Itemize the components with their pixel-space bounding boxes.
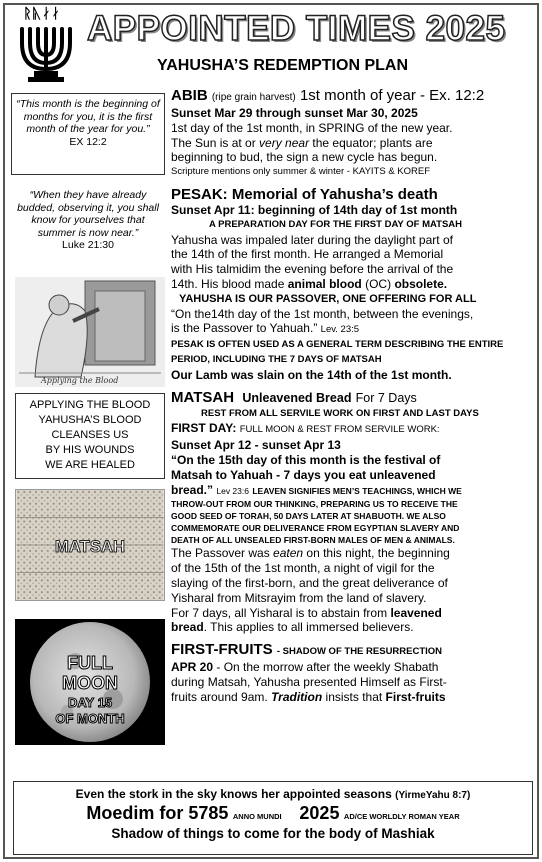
footer-line: Even the stork in the sky knows her appointed seasons xyxy=(75,787,392,801)
matsah-dates: Sunset Apr 12 - sunset Apr 13 xyxy=(171,438,341,453)
matsah-line: Yisharal from Mitsrayim from the land of slavery. xyxy=(171,590,427,605)
pesak-lamb-line: Our Lamb was slain on the 14th of the 1st month. xyxy=(171,367,452,382)
blood-line: BY HIS WOUNDS xyxy=(45,444,135,456)
pesak-line: with His talmidim the evening before the arrival of the xyxy=(171,262,454,277)
matsah-line: of the 15th of the 1st month, a night of vigil for the xyxy=(171,561,435,576)
matsah-quote: Matsah to Yahuah - 7 days you eat unleavened xyxy=(171,467,436,482)
abib-title-note: (ripe grain harvest) xyxy=(211,92,296,103)
moon-line: DAY 15 xyxy=(67,695,113,710)
quote-reference: EX 12:2 xyxy=(69,135,107,148)
quote-text: “This month is the beginning of months for you, it is the first month of the year for you.” xyxy=(16,98,160,135)
pesak-line: is the Passover to Yahuah.” Lev. 23:5 xyxy=(171,321,360,336)
blood-box xyxy=(15,393,165,479)
firstfruits-line: fruits around 9am. Tradition insists that First-fruits xyxy=(171,689,446,704)
quote-reference: Luke 21:30 xyxy=(62,239,114,251)
quote-luke xyxy=(11,189,165,252)
pesak-section xyxy=(171,186,539,383)
matsah-line: bread. This applies to all immersed believers. xyxy=(171,620,414,635)
pesak-title: PESAK: Memorial of Yahusha’s death xyxy=(171,185,438,203)
pesak-passover-line: YAHUSHA IS OUR PASSOVER, ONE OFFERING FOR ALL xyxy=(179,292,477,305)
footer-shadow-line: Shadow of things to come for the body of Mashiak xyxy=(111,826,435,841)
firstfruits-title: FIRST-FRUITS xyxy=(171,641,273,659)
matsah-quote: “On the 15th day of this month is the festival of xyxy=(171,452,441,467)
header xyxy=(5,5,539,83)
matsah-section: MATSAH Unleavened Bread For 7 Days REST FROM ALL SERVILE WORK ON FIRST AND LAST DAYS FIRST DAY: FULL MOON & REST FROM SERVILE WORK: Sunset Apr 12 - sunset Apr 13 “On the 15th day of this month is the festival of Matsah to Yahuah - 7 days you eat unleavened bread.” Lev 23:6 LEAVEN SIGNIFIES MEN’S TEACHINGS, WHICH WE THROW-OUT FROM OUR THINKING, PREPARING US TO RECEIVE THE GOOD SEED OF TORAH, 50 DAYS LATER AT SHABUOTH. WE ALSO COMMEMORATE OUR DELIVERANCE FROM EGYPTIAN SLAVERY AND DEATH OF ALL UNSEALED FIRST-BORN MALES OF MEN & ANIMALS. The Passover was eaten on this night, the beginning of the 15th of the 1st month, a night of vigil for the slaying of the first-born, and the great deliverance of Yisharal from Mitsrayim from the land of slavery. For 7 days, all Yisharal is to abstain from leavened bread. This applies to all immersed believers. xyxy=(171,389,539,636)
abib-title: ABIB xyxy=(171,87,208,104)
matsah-caps: DEATH OF ALL UNSEALED FIRST-BORN MALES OF MEN & ANIMALS. xyxy=(171,535,455,546)
matsah-caps: GOOD SEED OF TORAH, 50 DAYS LATER AT SHABUOTH. WE ALSO xyxy=(171,511,446,522)
matsah-line: slaying of the first-born, and the great deliverance of xyxy=(171,575,448,590)
pesak-prep: A PREPARATION DAY FOR THE FIRST DAY OF MATSAH xyxy=(209,218,463,230)
footer-box: Even the stork in the sky knows her appointed seasons (YirmeYahu 8:7) Moedim for 5785 ANNO MUNDI 2025 AD/CE WORLDLY ROMAN YEAR Shadow of things to come for the body of Mashiak xyxy=(13,781,533,855)
main-content xyxy=(171,87,539,705)
matsah-image xyxy=(15,489,165,601)
blood-line: YAHUSHA’S BLOOD xyxy=(38,414,142,426)
pesak-caps-line: PERIOD, INCLUDING THE 7 DAYS OF MATSAH xyxy=(171,353,382,365)
full-moon-image xyxy=(15,619,165,745)
abib-line: The Sun is at or very near the equator; plants are xyxy=(171,135,433,150)
moedim-year: Moedim for 5785 xyxy=(86,803,229,823)
blood-line: WE ARE HEALED xyxy=(45,459,135,471)
firstfruits-line: during Matsah, Yahusha presented Himself as First- xyxy=(171,674,447,689)
blood-line: APPLYING THE BLOOD xyxy=(29,399,151,411)
pesak-dates: Sunset Apr 11: beginning of 14th day of 1st month xyxy=(171,202,458,217)
pesak-line: the 14th of the first month. He arranged a Memorial xyxy=(171,247,444,262)
firstfruits-section: FIRST-FRUITS - SHADOW OF THE RESURRECTION APR 20 - On the morrow after the weekly Shabath during Matsah, Yahusha presented Himself as First- fruits around 9am. Tradition insists that First-fruits xyxy=(171,641,539,704)
matsah-caps: THROW-OUT FROM OUR THINKING, PREPARING US TO RECEIVE THE xyxy=(171,499,458,510)
menorah-icon xyxy=(11,7,81,83)
matsah-first-day: FIRST DAY: xyxy=(171,421,237,436)
abib-title-rest: 1st month of year - Ex. 12:2 xyxy=(299,87,485,104)
abib-dates: Sunset Mar 29 through sunset Mar 30, 2025 xyxy=(171,106,418,120)
page-title: APPOINTED TIMES 2025 xyxy=(87,9,506,48)
page xyxy=(3,3,539,859)
moon-line: FULL xyxy=(67,653,113,673)
abib-note: Scripture mentions only summer & winter - KAYITS & KOREF xyxy=(171,166,431,178)
abib-section xyxy=(171,87,539,180)
page-subtitle: YAHUSHA’S REDEMPTION PLAN xyxy=(157,57,408,74)
moon-line: MOON xyxy=(62,673,118,693)
applying-blood-illustration xyxy=(15,277,165,387)
matsah-rest: REST FROM ALL SERVILE WORK ON FIRST AND LAST DAYS xyxy=(201,407,479,419)
matsah-label: MATSAH xyxy=(54,536,126,556)
moon-line: OF MONTH xyxy=(55,711,125,726)
pesak-line: “On the14th day of the 1st month, between the evenings, xyxy=(171,306,474,321)
pesak-caps-line: PESAK IS OFTEN USED AS A GENERAL TERM DESCRIBING THE ENTIRE xyxy=(171,339,504,351)
matsah-caps: COMMEMORATE OUR DELIVERANCE FROM EGYPTIAN SLAVERY AND xyxy=(171,523,460,534)
pesak-line: 14th. His blood made animal blood (OC) obsolete. xyxy=(171,276,448,291)
hebrew-name: ᚱᚣᛅᛅ xyxy=(23,6,61,22)
matsah-line: For 7 days, all Yisharal is to abstain from leavened xyxy=(171,605,442,620)
quote-box-exodus xyxy=(11,93,165,175)
roman-year: 2025 xyxy=(299,803,340,823)
illustration-caption: Applying the Blood xyxy=(41,376,119,385)
matsah-title: MATSAH xyxy=(171,388,235,406)
quote-text: “When they have already budded, observing it, you shall know for yourselves that summer is now near.” xyxy=(17,189,159,239)
matsah-line: The Passover was eaten on this night, the beginning xyxy=(171,546,450,561)
abib-line: 1st day of the 1st month, in SPRING of the new year. xyxy=(171,120,453,135)
pesak-line: Yahusha was impaled later during the daylight part of xyxy=(171,232,453,247)
abib-line: beginning to bud, the sign a new cycle has begun. xyxy=(171,150,438,165)
blood-line: CLEANSES US xyxy=(51,429,129,441)
